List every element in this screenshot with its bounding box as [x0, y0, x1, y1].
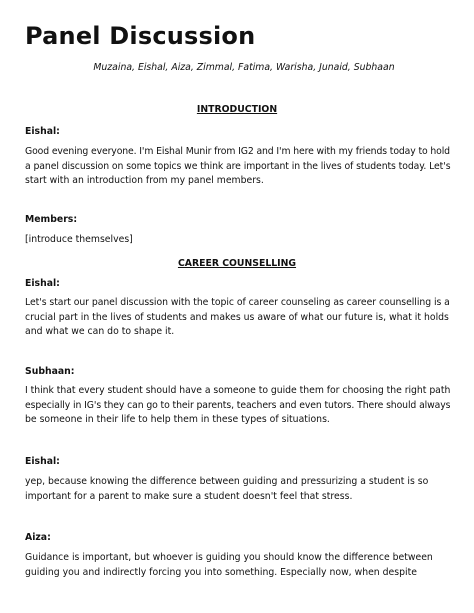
speaker-label: Members: — [25, 214, 78, 225]
paragraph-line: a panel discussion on some topics we think are important in the lives of students today. Let's — [25, 160, 451, 172]
paragraph-line: be someone in their life to help them in these types of situations. — [25, 414, 330, 425]
dialogue-paragraph — [25, 384, 450, 428]
dialogue-paragraph — [25, 233, 450, 248]
dialogue-paragraph — [25, 475, 450, 504]
section-heading-introduction: INTRODUCTION — [196, 104, 278, 115]
paragraph-line: important for a parent to make sure a student doesn't feel that stress. — [25, 490, 353, 502]
speaker-label: Aiza: — [25, 532, 51, 543]
paragraph-line: Good evening everyone. I'm Eishal Munir from IG2 and I'm here with my friends today to hold — [25, 146, 450, 157]
paragraph-line: especially in IG's they can go to their parents, teachers and even tutors. There should always — [25, 399, 451, 411]
paragraph-line: Let's start our panel discussion with the topic of career counseling as career counselling is a — [25, 297, 450, 308]
paragraph-line: start with an introduction from my panel members. — [25, 175, 264, 186]
speaker-label: Eishal: — [25, 456, 60, 467]
author-list: Muzaina, Eishal, Aiza, Zimmal, Fatima, Warisha, Junaid, Subhaan — [93, 62, 395, 73]
dialogue-paragraph — [25, 145, 450, 189]
section-heading-career-counselling: CAREER COUNSELLING — [177, 258, 297, 269]
document-title: Panel Discussion — [25, 22, 256, 50]
speaker-label: Subhaan: — [25, 366, 75, 377]
paragraph-line: Guidance is important, but whoever is guiding you should know the difference between — [25, 552, 433, 563]
paragraph-line: guiding you and indirectly forcing you into something. Especially now, when despite — [25, 566, 417, 578]
paragraph-line: [introduce themselves] — [25, 234, 133, 245]
paragraph-line: and what we can do to shape it. — [25, 326, 175, 337]
paragraph-line: yep, because knowing the difference between guiding and pressurizing a student is so — [25, 476, 429, 487]
dialogue-paragraph — [25, 551, 450, 580]
paragraph-line: I think that every student should have a someone to guide them for choosing the right path — [25, 385, 451, 396]
dialogue-paragraph — [25, 296, 450, 340]
speaker-label: Eishal: — [25, 126, 60, 137]
speaker-label: Eishal: — [25, 278, 60, 289]
paragraph-line: crucial part in the lives of students and makes us aware of what our future is, what it holds — [25, 311, 449, 323]
